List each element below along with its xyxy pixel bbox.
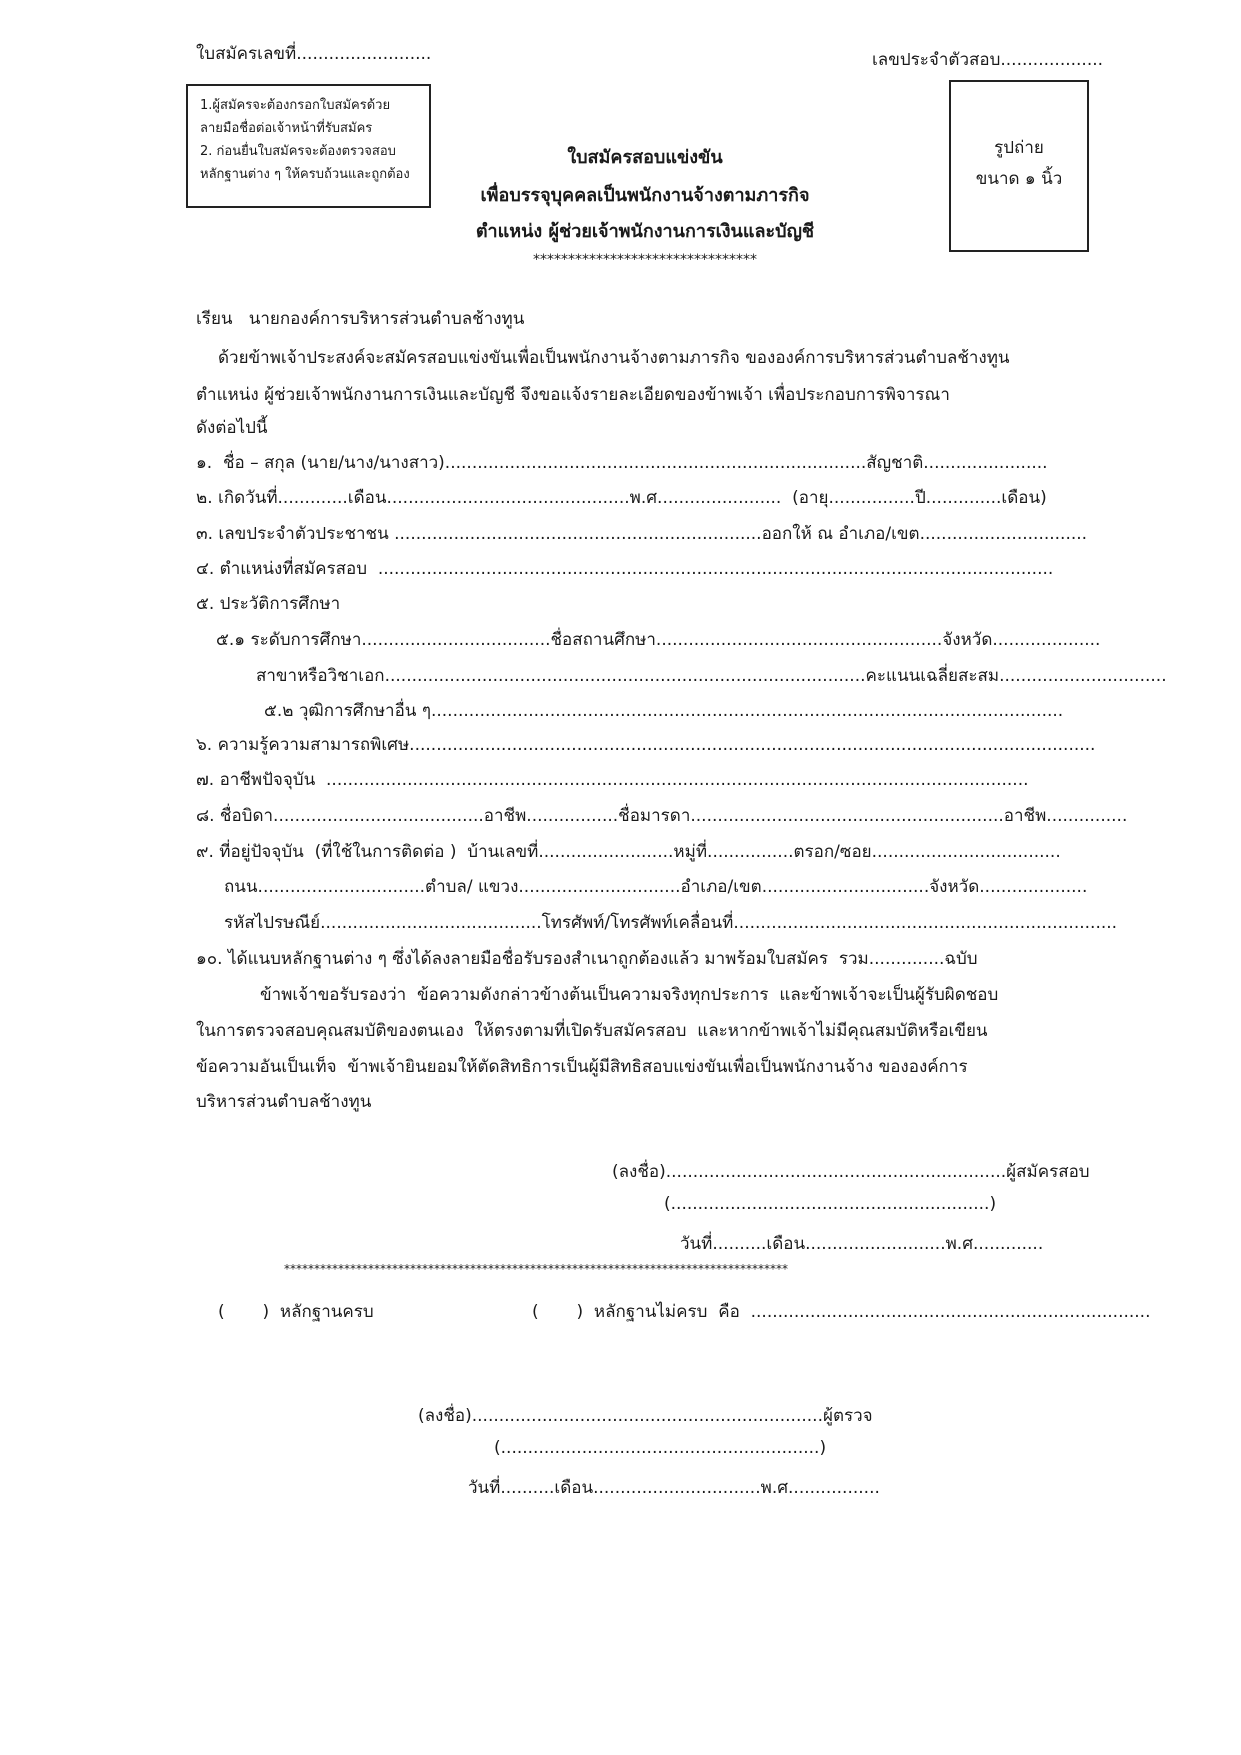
field-other-qualification[interactable]: ๕.๒ วุฒิการศึกษาอื่น ๆ..................................................................................................................... <box>264 701 1064 721</box>
inspector-sign-date[interactable]: วันที่..........เดือน...............................พ.ศ................. <box>468 1478 880 1498</box>
field-address[interactable]: ๙. ที่อยู่ปัจจุบัน (ที่ใช้ในการติดต่อ ) บ้านเลขที่.........................หมู่ที่................ตรอก/ซอย................................... <box>196 842 1061 862</box>
photo-placeholder-box <box>949 80 1089 252</box>
field-education-heading: ๕. ประวัติการศึกษา <box>196 594 341 614</box>
intro-paragraph-line-2: ตำแหน่ง ผู้ช่วยเจ้าพนักงานการเงินและบัญชี จึงขอแจ้งรายละเอียดของข้าพเจ้า เพื่อประกอบการพิจารณา <box>196 385 950 405</box>
documents-complete-checkbox[interactable]: ( ) หลักฐานครบ <box>218 1302 374 1322</box>
documents-incomplete-checkbox[interactable]: ( ) หลักฐานไม่ครบ คือ .......................................................................... <box>532 1302 1151 1322</box>
notice-line-3: 2. ก่อนยื่นใบสมัครจะต้องตรวจสอบ <box>200 144 396 159</box>
exam-id-field[interactable]: เลขประจำตัวสอบ................... <box>872 50 1104 70</box>
field-name[interactable]: ๑. ชื่อ – สกุล (นาย/นาง/นางสาว)..............................................................................สัญชาติ....................... <box>196 453 1048 473</box>
inspector-signature-field[interactable]: (ลงชื่อ).................................................................ผู้ตรวจ <box>418 1406 873 1426</box>
notice-line-2: ลายมือชื่อต่อเจ้าหน้าที่รับสมัคร <box>200 121 373 136</box>
field-citizen-id[interactable]: ๓. เลขประจำตัวประชาชน ....................................................................ออกให้ ณ อำเภอ/เขต............................... <box>196 524 1088 544</box>
field-special-skills[interactable]: ๖. ความรู้ความสามารถพิเศษ............................................................................................................................... <box>196 735 1096 755</box>
field-education-level[interactable]: ๕.๑ ระดับการศึกษา...................................ชื่อสถานศึกษา.....................................................จังหวัด.................... <box>216 630 1101 650</box>
certify-line-4: บริหารส่วนตำบลช้างทูน <box>196 1092 372 1112</box>
field-address-road[interactable]: ถนน...............................ตำบล/ แขวง..............................อำเภอ/เขต...............................จังหวัด.................... <box>224 877 1088 897</box>
certify-line-3: ข้อความอันเป็นเท็จ ข้าพเจ้ายินยอมให้ตัดสิทธิการเป็นผู้มีสิทธิสอบแข่งขันเพื่อเป็นพนักงานจ้าง ขององค์การ <box>196 1057 968 1077</box>
addressee-line: เรียน นายกองค์การบริหารส่วนตำบลช้างทูน <box>196 309 525 329</box>
photo-size-label: ขนาด ๑ นิ้ว <box>975 169 1063 189</box>
notice-line-1: 1.ผู้สมัครจะต้องกรอกใบสมัครด้วย <box>200 98 391 113</box>
applicant-sign-date[interactable]: วันที่..........เดือน..........................พ.ศ............. <box>680 1234 1044 1254</box>
form-title: ใบสมัครสอบแข่งขัน <box>567 147 723 168</box>
photo-label: รูปถ่าย <box>994 138 1044 158</box>
section-stars-divider: ************************************************************************************ <box>284 1262 788 1276</box>
title-stars-divider: ******************************** <box>533 252 757 268</box>
intro-paragraph-line-3: ดังต่อไปนี้ <box>196 418 268 438</box>
certify-line-1: ข้าพเจ้าขอรับรองว่า ข้อความดังกล่าวข้างต้นเป็นความจริงทุกประการ และข้าพเจ้าจะเป็นผู้รับผิดชอบ <box>260 985 999 1005</box>
field-postcode-phone[interactable]: รหัสไปรษณีย์.........................................โทรศัพท์/โทรศัพท์เคลื่อนที่....................................................................... <box>224 913 1118 933</box>
field-major[interactable]: สาขาหรือวิชาเอก.........................................................................................คะแนนเฉลี่ยสะสม............................... <box>256 666 1167 686</box>
instruction-notice-box <box>186 84 431 208</box>
notice-line-4: หลักฐานต่าง ๆ ให้ครบถ้วนและถูกต้อง <box>200 167 410 182</box>
intro-paragraph-line-1: ด้วยข้าพเจ้าประสงค์จะสมัครสอบแข่งขันเพื่อเป็นพนักงานจ้างตามภารกิจ ขององค์การบริหารส่วนตำบลช้างทูน <box>218 348 1010 368</box>
field-parents[interactable]: ๘. ชื่อบิดา.......................................อาชีพ.................ชื่อมารดา..........................................................อาชีพ............... <box>196 806 1128 826</box>
applicant-signature-field[interactable]: (ลงชื่อ)...............................................................ผู้สมัครสอบ <box>612 1162 1090 1182</box>
field-birthdate[interactable]: ๒. เกิดวันที่.............เดือน.............................................พ.ศ....................... (อายุ................ปี..............เดือน) <box>196 488 1047 508</box>
form-subtitle: เพื่อบรรจุบุคคลเป็นพนักงานจ้างตามภารกิจ <box>480 185 810 206</box>
position-title: ตำแหน่ง ผู้ช่วยเจ้าพนักงานการเงินและบัญชี <box>475 221 815 242</box>
application-number-field[interactable]: ใบสมัครเลขที่......................... <box>196 44 432 64</box>
field-occupation[interactable]: ๗. อาชีพปัจจุบัน .................................................................................................................................. <box>196 770 1029 790</box>
inspector-printed-name[interactable]: (...........................................................) <box>494 1438 827 1458</box>
field-position-applied[interactable]: ๔. ตำแหน่งที่สมัครสอบ ............................................................................................................................. <box>196 559 1054 579</box>
certify-line-2: ในการตรวจสอบคุณสมบัติของตนเอง ให้ตรงตามที่เปิดรับสมัครสอบ และหากข้าพเจ้าไม่มีคุณสมบัติหรือเขียน <box>196 1021 988 1041</box>
applicant-printed-name[interactable]: (...........................................................) <box>664 1194 997 1214</box>
field-attachments[interactable]: ๑๐. ได้แนบหลักฐานต่าง ๆ ซึ่งได้ลงลายมือชื่อรับรองสำเนาถูกต้องแล้ว มาพร้อมใบสมัคร รวม..............ฉบับ <box>196 949 978 969</box>
